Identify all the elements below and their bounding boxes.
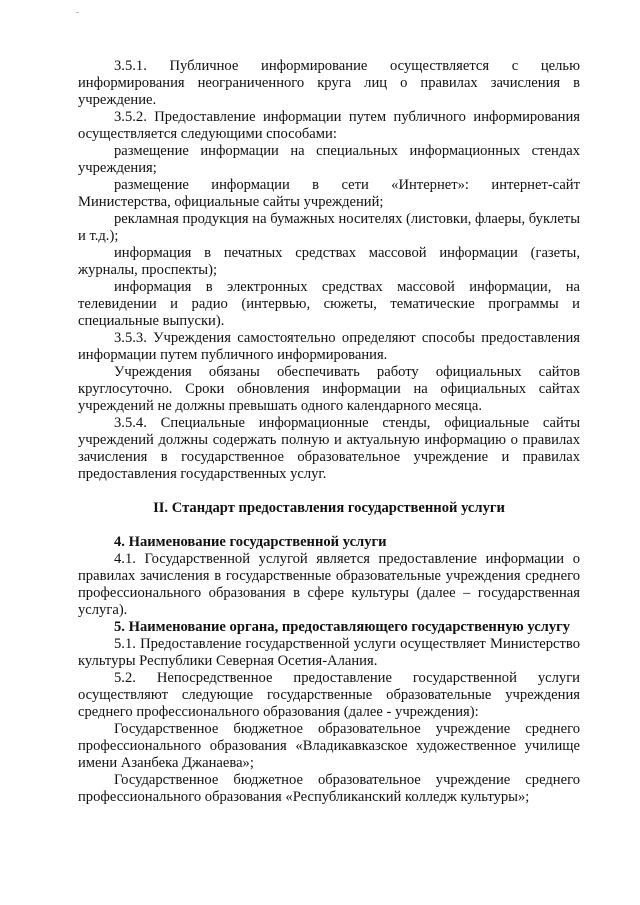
paragraph-4-1: 4.1. Государственной услугой является предоставление информации о правилах зачисления в государственные образовательные учреждения среднего профессионального образования в сфере культуры (далее – государственная услуга).: [78, 551, 580, 618]
paragraph-bottom-2: 5.2. Непосредственное предоставление государственной услуги осуществляют следующие государственные образовательные учреждения среднего профессионального образования (далее - учреждения):: [78, 670, 580, 720]
paragraph-bottom-4: Государственное бюджетное образовательное учреждение среднего профессионального образования «Республиканский колледж культуры»;: [78, 772, 580, 805]
top-paragraphs: [78, 58, 580, 483]
subheading-authority-name: 5. Наименование органа, предоставляющего государственную услугу: [114, 619, 571, 635]
subheading-service-name: 4. Наименование государственной услуги: [114, 534, 387, 550]
paragraph-4: размещение информации в сети «Интернет»: интернет-сайт Министерства, официальные сайты учреждений;: [78, 177, 580, 210]
paragraph-5: рекламная продукция на бумажных носителях (листовки, флаеры, буклеты и т.д.);: [78, 211, 580, 244]
paragraph-10: 3.5.4. Специальные информационные стенды, официальные сайты учреждений должны содержать полную и актуальную информацию о правилах зачисления в государственное образовательное учреждение и правилах предоставления государственных услуг.: [78, 415, 580, 482]
paragraph-8: 3.5.3. Учреждения самостоятельно определяют способы предоставления информации путем публичного информирования.: [78, 330, 580, 363]
bottom-paragraphs: [78, 636, 580, 806]
paragraph-1: 3.5.1. Публичное информирование осуществляется с целью информирования неограниченного круга лиц о правилах зачисления в учреждение.: [78, 58, 580, 108]
paragraph-3: размещение информации на специальных информационных стендах учреждения;: [78, 143, 580, 176]
paragraph-7: информация в электронных средствах массовой информации, на телевидении и радио (интервью, сюжеты, тематические программы и специальные выпуски).: [78, 279, 580, 329]
paragraph-2: 3.5.2. Предоставление информации путем публичного информирования осуществляется следующими способами:: [78, 109, 580, 142]
paragraph-bottom-1: 5.1. Предоставление государственной услуги осуществляет Министерство культуры Республики Северная Осетия-Алания.: [78, 636, 580, 669]
spacer: [78, 517, 580, 534]
section-heading: II. Стандарт предоставления государственной услуги: [153, 500, 505, 516]
paragraph-bottom-3: Государственное бюджетное образовательное учреждение среднего профессионального образования «Владикавказское художественное училище имени Азанбека Джанаева»;: [78, 721, 580, 771]
spacer: [78, 483, 580, 500]
paragraph-6: информация в печатных средствах массовой информации (газеты, журналы, проспекты);: [78, 245, 580, 278]
scan-mark: [76, 12, 79, 13]
paragraph-9: Учреждения обязаны обеспечивать работу официальных сайтов круглосуточно. Сроки обновления информации на официальных сайтах учреждений не должны превышать одного календарного месяца.: [78, 364, 580, 414]
